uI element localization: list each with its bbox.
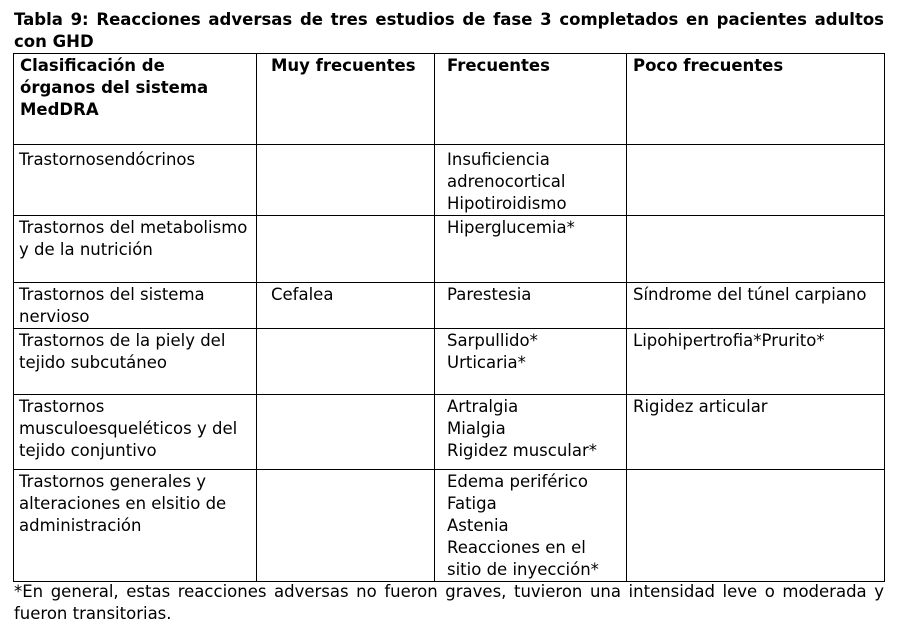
reaction-term: Astenia — [447, 516, 509, 535]
common-cell — [435, 395, 627, 470]
common-cell — [435, 216, 627, 283]
uncommon-cell — [627, 329, 885, 395]
soc-cell: Trastornos generales y alteraciones en elsitio de administración — [14, 470, 257, 582]
soc-cell: Trastornos de la piely del tejido subcutáneo — [14, 329, 257, 395]
soc-cell: Trastornos del metabolismo y de la nutrición — [14, 216, 257, 283]
very-common-cell — [257, 145, 435, 216]
uncommon-cell — [627, 470, 885, 582]
very-common-cell — [257, 470, 435, 582]
table-caption: Tabla 9: Reacciones adversas de tres estudios de fase 3 completados en pacientes adultos con GHD — [14, 10, 884, 51]
very-common-cell — [257, 283, 435, 329]
reaction-term: Rigidez articular — [633, 397, 768, 416]
table-row — [14, 329, 885, 395]
very-common-cell — [257, 216, 435, 283]
common-cell — [435, 329, 627, 395]
table-row — [14, 216, 885, 283]
reaction-term: Fatiga — [447, 494, 497, 513]
uncommon-cell — [627, 395, 885, 470]
common-cell — [435, 470, 627, 582]
reaction-term: Lipohipertrofia*Prurito* — [633, 331, 825, 350]
reaction-term: Parestesia — [447, 285, 532, 304]
reaction-term: Edema periférico — [447, 472, 588, 491]
reaction-term: Insuficiencia adrenocortical — [447, 150, 566, 191]
reaction-term: Hipotiroidismo — [447, 194, 567, 213]
reaction-term: Rigidez muscular* — [447, 441, 598, 460]
uncommon-cell — [627, 145, 885, 216]
table-row — [14, 470, 885, 582]
reaction-term: Sarpullido* — [447, 331, 538, 350]
header-uncommon: Poco frecuentes — [627, 54, 885, 145]
table-row — [14, 145, 885, 216]
common-cell — [435, 145, 627, 216]
table-header-row — [14, 54, 885, 145]
soc-cell: Trastornos musculoesqueléticos y del tejido conjuntivo — [14, 395, 257, 470]
reaction-term: Artralgia — [447, 397, 519, 416]
header-soc: Clasificación de órganos del sistema MedDRA — [14, 54, 257, 145]
soc-cell: Trastornosendócrinos — [14, 145, 257, 216]
reaction-term: Cefalea — [271, 285, 334, 304]
table-footnote: *En general, estas reacciones adversas no fueron graves, tuvieron una intensidad leve o moderada y fueron transitorias. — [14, 582, 884, 623]
uncommon-cell — [627, 283, 885, 329]
reaction-term: Urticaria* — [447, 353, 526, 372]
reaction-term: Reacciones en el sitio de inyección* — [447, 538, 599, 579]
uncommon-cell — [627, 216, 885, 283]
header-very-common: Muy frecuentes — [257, 54, 435, 145]
reaction-term: Mialgia — [447, 419, 506, 438]
common-cell — [435, 283, 627, 329]
table-row — [14, 395, 885, 470]
very-common-cell — [257, 395, 435, 470]
reaction-term: Síndrome del túnel carpiano — [633, 285, 867, 304]
very-common-cell — [257, 329, 435, 395]
header-common: Frecuentes — [435, 54, 627, 145]
reaction-term: Hiperglucemia* — [447, 218, 575, 237]
adverse-reactions-table — [13, 53, 885, 582]
soc-cell: Trastornos del sistema nervioso — [14, 283, 257, 329]
table-row — [14, 283, 885, 329]
